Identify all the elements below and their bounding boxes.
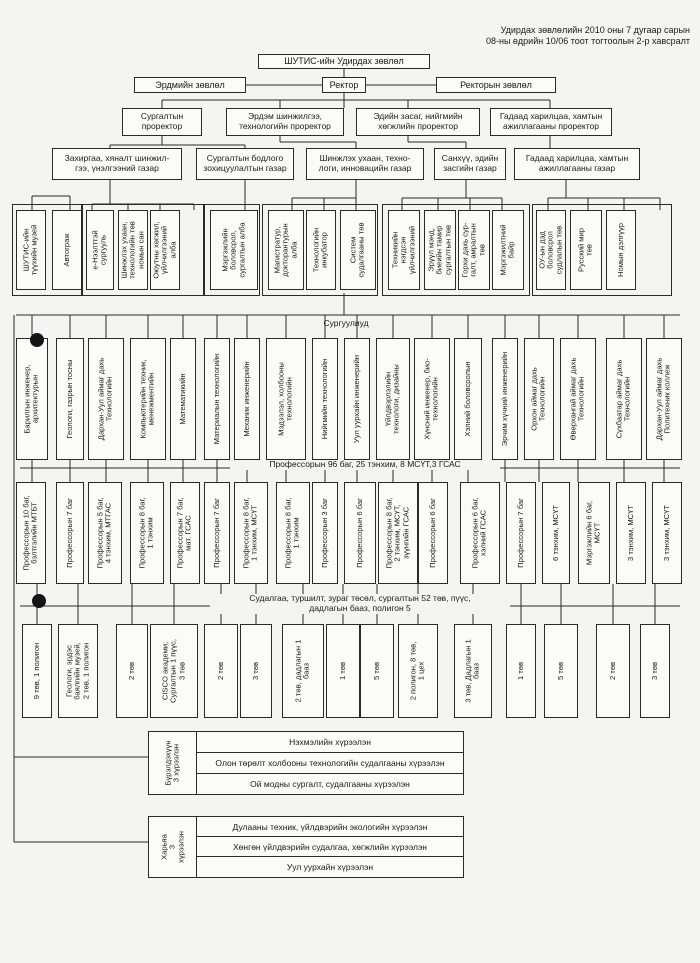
research-unit-box-text: Геологи, эрдэс баялгийн музей, 2 төв, 1 полигон (64, 642, 91, 700)
unit-box (118, 210, 148, 290)
research-unit-box-text: 2 төв (126, 661, 136, 681)
school-box-text: Уул уурхайн инженерийн (351, 354, 361, 444)
school-box-text: Үйлдвэрлэлийн технологи, дизайны (383, 364, 401, 434)
vice-rector-box: Гадаад харилцаа, хамтын ажиллагааны проректор (490, 108, 612, 136)
vice-rector-box: Эдийн засаг, нийгмийн хөгжлийн проректор (356, 108, 480, 136)
unit-box-text: ШУТИС-ийн түүхийн музей (21, 224, 39, 276)
unit-box (52, 210, 82, 290)
header-line-1: Удирдах зөвлөлийн 2010 оны 7 дугаар сарын (500, 25, 690, 35)
department-box: Сургалтын бодлого зохицуулалтын газар (196, 148, 294, 180)
school-box-text: Эрчим хүчний инженерийн (499, 351, 509, 447)
research-unit-box (240, 624, 272, 718)
research-unit-box (640, 624, 670, 718)
research-unit-box-text: 9 төв, 1 полигон (31, 642, 41, 700)
school-box-text: Мэдээлэл, холбооны технологийн (276, 362, 294, 436)
professor-team-box (130, 482, 164, 584)
school-box-text: Хэлний боловсролын (462, 361, 472, 437)
professor-team-box (312, 482, 338, 584)
unit-box-text: Номын дэлгүүр (615, 223, 625, 277)
school-box (266, 338, 306, 460)
professor-team-box-text: Профессорын 5 баг, 4 тэнхим, МТГАС (95, 497, 113, 569)
professor-team-box (418, 482, 448, 584)
rector-council-box: Ректорын зөвлөл (436, 77, 556, 93)
school-box (88, 338, 124, 460)
professor-team-box-text: Профессорын 7 баг (64, 498, 74, 568)
institute-row: Нэхмэлийн хүрээлэн (197, 732, 463, 753)
professor-team-box-text: Профессорын 6 баг (427, 498, 437, 568)
unit-box-text: Горхи дахь сур- галт, амралтын төв (460, 222, 487, 278)
research-unit-box-text: 5 төв (555, 661, 565, 681)
professor-team-box (652, 482, 682, 584)
school-box (560, 338, 596, 460)
school-box (492, 338, 518, 460)
school-box-text: Хүнсний инженер, био- технологийн (422, 358, 440, 440)
binder-hole (32, 594, 46, 608)
unit-box-text: ОУ-ын дэд боловсрол судлалын төв (537, 225, 564, 275)
professor-team-box (56, 482, 84, 584)
unit-box-text: Мэргэжилтний байр (498, 224, 516, 276)
professor-team-box (16, 482, 46, 584)
school-box-text: Дархан-Уул аймаг дахь Политехник коллеж (654, 357, 672, 441)
institutes-group-1 (148, 731, 464, 795)
department-box: Шинжлэх ухаан, техно- логи, инновацийн газар (306, 148, 424, 180)
institutes-group-2-label-cell (149, 817, 197, 877)
unit-box (306, 210, 336, 290)
professor-team-box (542, 482, 570, 584)
school-box (130, 338, 166, 460)
institute-row: Хөнгөн үйлдвэрийн судалгаа, хөгжлийн хүрээлэн (197, 837, 463, 857)
professor-team-box-text: Мэргэжлийн 6 баг, МСҮТ (584, 500, 602, 566)
school-box (454, 338, 482, 460)
professor-team-box-text: Профессорын 8 баг, 1 тэнхим (137, 497, 155, 569)
professor-team-box (234, 482, 268, 584)
professors-summary: Профессорын 96 баг, 25 тэнхим, 8 МСҮТ,3 ГСАС (230, 460, 500, 470)
school-box-text: Геологи, газрын тосны (64, 359, 74, 439)
vice-rector-box: Эрдэм шинжилгээ, технологийн проректор (226, 108, 344, 136)
institute-row: Дулааны техник, үйлдвэрийн экологийн хүрээлэн (197, 817, 463, 837)
research-unit-box (326, 624, 360, 718)
research-unit-box-text: 2 төв, дадлагын 1 бааз (293, 639, 311, 703)
professor-team-box (460, 482, 500, 584)
professor-team-box-text: 3 тэнхим, МСҮТ (661, 504, 671, 562)
professor-team-box-text: Профессорын 8 баг, 2 тэнхим, МСҮТ, зүүнгийн ГСАС (384, 497, 411, 569)
research-unit-box (150, 624, 198, 718)
research-unit-box (282, 624, 324, 718)
school-box-text: Сүхбаатар аймаг дахь Технологийн (614, 359, 632, 439)
institutes-group-2-label: Харьяа 3 хүрээлэн (158, 831, 185, 863)
professor-team-box-text: Профессорын 6 баг, хэлний ГСАС (470, 497, 488, 569)
school-box (344, 338, 370, 460)
institutes-group-1-label-cell (149, 732, 197, 794)
research-unit-box (58, 624, 98, 718)
research-unit-box-text: 5 төв (371, 661, 381, 681)
schools-header: Сургуулиуд (323, 318, 369, 329)
unit-box (536, 210, 566, 290)
header-line-2: 08-ны өдрийн 10/06 тоот тогтоолын 2-р хавсралт (485, 36, 690, 47)
institute-row: Ой модны сургалт, судалгааны хүрээлэн (250, 779, 410, 789)
unit-box (570, 210, 602, 290)
rector-box: Ректор (322, 77, 366, 93)
unit-box-text: e-Нээлттэй сургууль (90, 230, 108, 270)
unit-box-text: Мэргэжлийн боловсрол, сургалтын алба (220, 222, 247, 278)
school-box (234, 338, 260, 460)
research-summary: Судалгаа, туршилт, зураг төсөл, сургалтын 52 төв, пүүс, дадлагын бааз, полигон 5 (210, 594, 510, 614)
school-box (170, 338, 196, 460)
unit-box-text: Технологийн инкубатор (311, 227, 329, 273)
research-unit-box (596, 624, 630, 718)
unit-box (492, 210, 524, 290)
professor-team-box-text: 3 тэнхим, МСҮТ (625, 504, 635, 562)
school-box (606, 338, 642, 460)
school-box-text: Дархан-Уул аймаг дахь Технологийн (96, 357, 114, 441)
school-box (524, 338, 554, 460)
professor-team-box (276, 482, 310, 584)
binder-hole (30, 333, 44, 347)
unit-box (458, 210, 490, 290)
professor-team-box-text: Профессорын 6 баг (354, 498, 364, 568)
vice-rector-box: Сургалтын проректор (122, 108, 202, 136)
institute-row: Уул уурхайн хүрээлэн (286, 862, 374, 872)
unit-box-text: Шинжлэх ухаан, технологийн төв номын сан (119, 221, 146, 279)
professor-team-box (506, 482, 536, 584)
professor-team-box-text: Профессорын 10 баг, бэлтгэлийн МТБТ (21, 495, 39, 571)
research-unit-box-text: 3 төв, Дадлагын 1 бааз (463, 639, 481, 703)
school-box (646, 338, 682, 460)
professor-team-box-text: Профессорын 8 баг, 1 тэнхим, МСҮТ (241, 497, 259, 569)
research-unit-box (454, 624, 492, 718)
board-box: ШУТИС-ийн Удирдах зөвлөл (258, 54, 430, 69)
school-box (56, 338, 84, 460)
professor-team-box (616, 482, 646, 584)
department-box: Захиргаа, хяналт шинжил- гээ, үнэлгээний газар (52, 148, 182, 180)
school-box-text: Нийгмийн технологийн (319, 358, 329, 440)
unit-box-text: Эрүүл мэнд, биеийн тамир сургалтын төв (426, 225, 453, 275)
professor-team-box (170, 482, 200, 584)
school-box-text: Барилгын инженер, архитектурын (22, 364, 40, 434)
professor-team-box-text: Профессорын 8 баг, 1 тэнхим (283, 497, 301, 569)
school-box-text: Өвөрхангай аймаг дахь Технологийн (568, 357, 586, 441)
unit-box (388, 210, 420, 290)
school-box-text: Материалын технологийн (211, 353, 221, 445)
unit-box (86, 210, 114, 290)
research-unit-box (360, 624, 394, 718)
professor-team-box (378, 482, 418, 584)
unit-box (424, 210, 456, 290)
professor-team-box-text: 6 тэнхим, МСҮТ (550, 504, 560, 562)
research-unit-box (204, 624, 238, 718)
professor-team-box-text: Профессорын 7 баг (211, 498, 221, 568)
unit-box (16, 210, 46, 290)
school-box (414, 338, 450, 460)
professor-team-box (344, 482, 376, 584)
research-unit-box-text: 2 полигон, 8 төв, 1 цех (408, 641, 426, 701)
unit-box-text: Систем судалгааны төв (348, 222, 366, 278)
research-unit-box-text: 2 төв (607, 661, 617, 681)
unit-box (606, 210, 636, 290)
professor-team-box (204, 482, 230, 584)
professor-team-box-text: Профессорын 7 баг, мат. ГСАС (175, 497, 193, 569)
research-unit-box-text: CISCO академи; Сургалтын 1 пүүс, 3 төв (160, 639, 187, 703)
research-unit-box-text: 3 төв (649, 661, 659, 681)
school-box-text: Математикийн (177, 373, 187, 425)
school-box-text: Орхон аймаг дахь Технологийн (529, 367, 547, 431)
unit-box (340, 210, 376, 290)
unit-box-text: Русский мир төв (576, 228, 594, 272)
professor-team-box-text: Профессорын 7 баг (515, 498, 525, 568)
department-box: Санхүү, эдийн засгийн газар (434, 148, 506, 180)
research-unit-box-text: 1 төв (515, 661, 525, 681)
school-box-text: Механик инженерийн (241, 361, 251, 437)
school-box (312, 338, 338, 460)
institutes-group-2 (148, 816, 464, 878)
unit-box-text: Оюутны хөгжил, үйлчилгээний алба (151, 221, 178, 279)
research-unit-box-text: 1 төв (337, 661, 347, 681)
school-box (376, 338, 410, 460)
unit-box (150, 210, 180, 290)
unit-box-text: Автограж (61, 233, 71, 267)
institute-row: Олон төрөлт холбооны технологийн судалгааны хүрээлэн (197, 753, 463, 774)
research-unit-box-text: 2 төв (215, 661, 225, 681)
professor-team-box (88, 482, 122, 584)
unit-box-text: Магистратур, докторантурын алба (272, 223, 299, 277)
header-note (420, 25, 690, 48)
research-unit-box (22, 624, 52, 718)
professor-team-box-text: Профессорын 3 баг (319, 498, 329, 568)
professor-team-box (578, 482, 610, 584)
research-unit-box (398, 624, 438, 718)
unit-box-text: Техникийн нэгдсэн үйлчилгээний (390, 225, 417, 275)
science-council-box: Эрдмийн зөвлөл (134, 77, 246, 93)
department-box: Гадаад харилцаа, хамтын ажиллагааны газар (514, 148, 640, 180)
research-unit-box (506, 624, 536, 718)
research-unit-box (544, 624, 578, 718)
school-box-text: Компьютерийн техник, менежментийн (138, 359, 156, 439)
research-unit-box-text: 3 төв (250, 661, 260, 681)
school-box (16, 338, 48, 460)
research-unit-box (116, 624, 148, 718)
unit-box (268, 210, 304, 290)
school-box (204, 338, 230, 460)
institutes-group-1-label: Бүрэлдэхүүн 3 хүрээлэн (163, 740, 181, 786)
unit-box (210, 210, 258, 290)
